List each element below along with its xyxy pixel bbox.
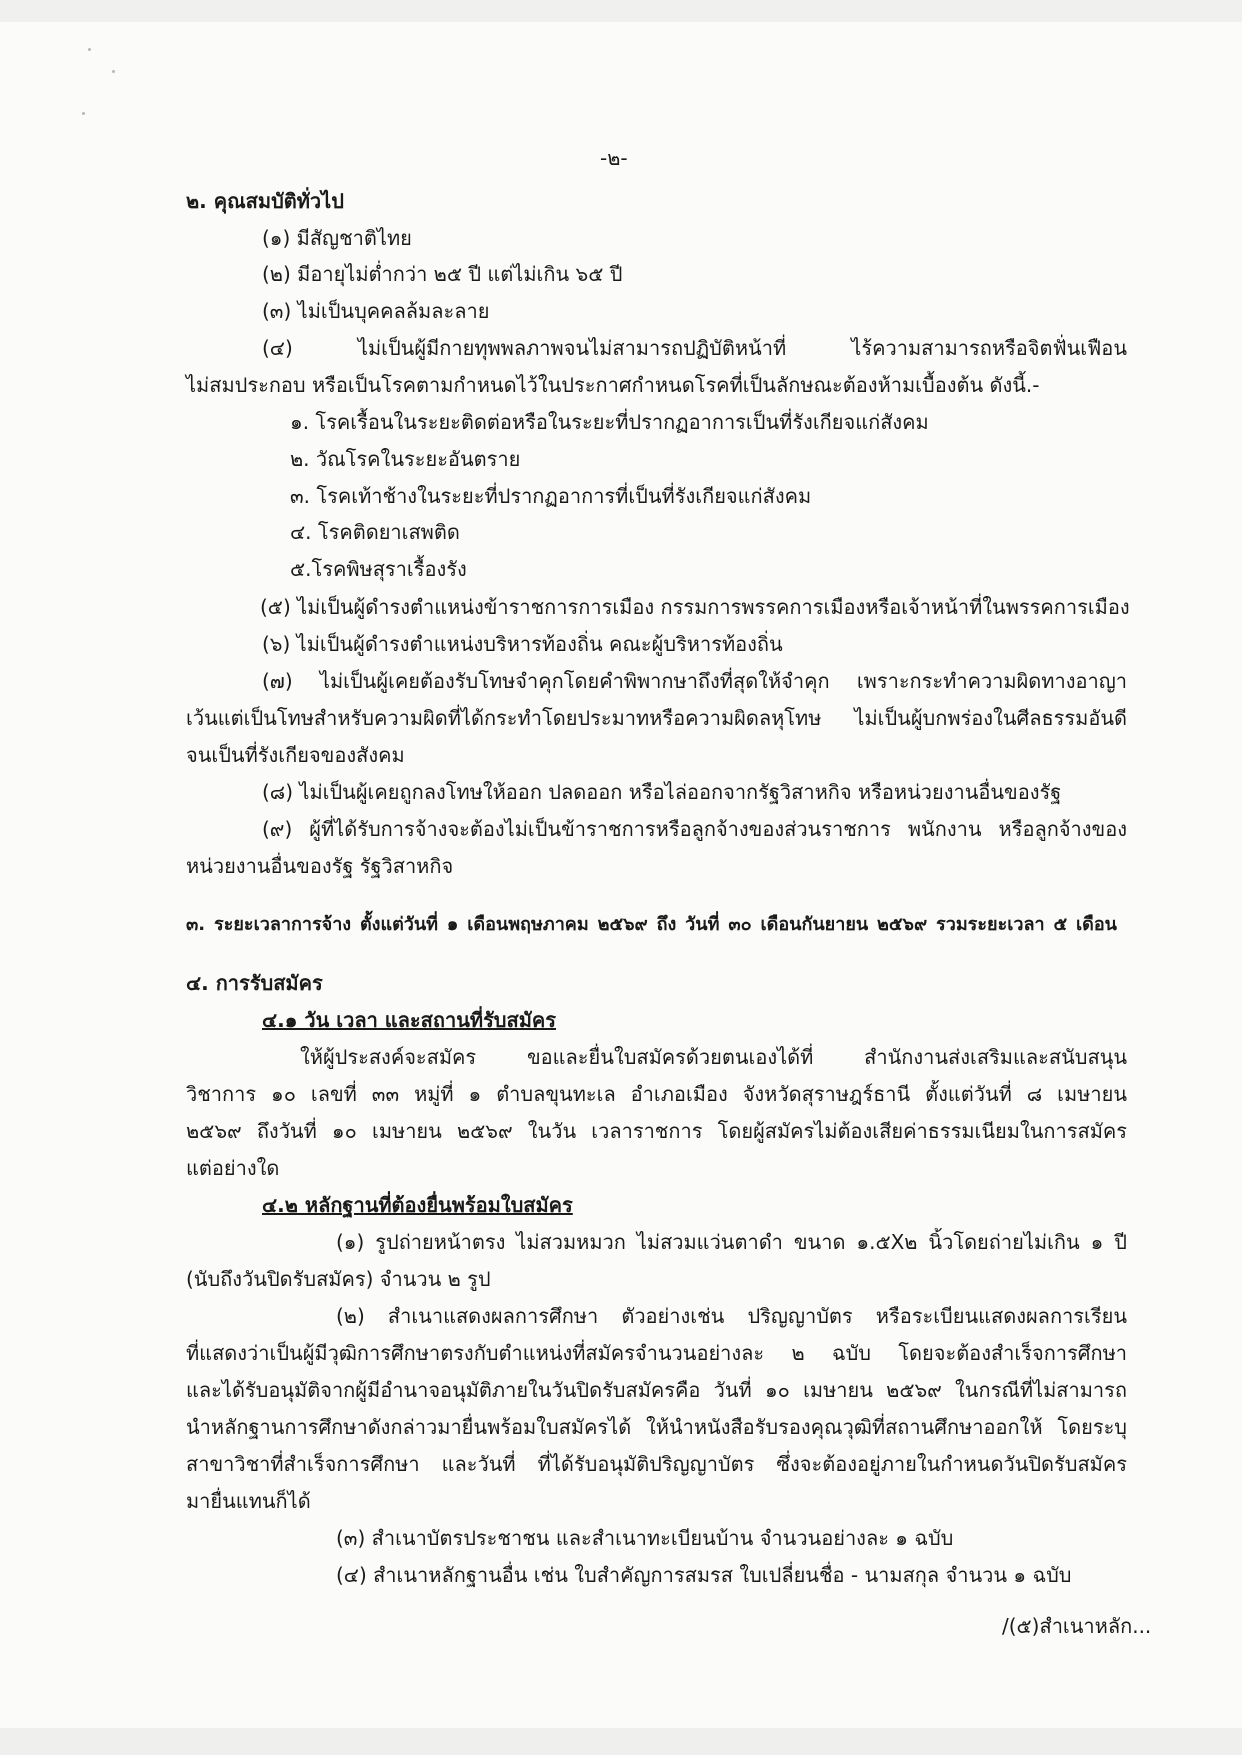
section4-1-heading: ๔.๑ วัน เวลา และสถานที่รับสมัคร bbox=[262, 1008, 557, 1032]
document-2-line6: มายื่นแทนก็ได้ bbox=[186, 1489, 311, 1513]
qualification-4-line1: (๔) ไม่เป็นผู้มีกายทุพพลภาพจนไม่สามารถปฏิบัติหน้าที่ ไร้ความสามารถหรือจิตฟั่นเฟือน bbox=[262, 336, 1127, 360]
section3-employment-period: ๓. ระยะเวลาการจ้าง ตั้งแต่วันที่ ๑ เดือนพฤษภาคม ๒๕๖๙ ถึง วันที่ ๓๐ เดือนกันยายน ๒๕๖๙ รวมระยะเวลา ๕ เดือน bbox=[186, 914, 1117, 935]
qualification-6: (๖) ไม่เป็นผู้ดำรงตำแหน่งบริหารท้องถิ่น คณะผู้บริหารท้องถิ่น bbox=[262, 632, 783, 656]
document-1-line2: (นับถึงวันปิดรับสมัคร) จำนวน ๒ รูป bbox=[186, 1267, 491, 1291]
disease-2: ๒. วัณโรคในระยะอันตราย bbox=[290, 447, 521, 471]
qualification-3: (๓) ไม่เป็นบุคคลล้มละลาย bbox=[262, 299, 490, 323]
disease-5: ๕.โรคพิษสุราเรื้องรัง bbox=[290, 557, 467, 581]
scan-edge-top bbox=[0, 0, 1242, 22]
disease-3: ๓. โรคเท้าช้างในระยะที่ปรากฏอาการที่เป็นที่รังเกียจแก่สังคม bbox=[290, 484, 812, 508]
section4-1-line3: ๒๕๖๙ ถึงวันที่ ๑๐ เมษายน ๒๕๖๙ ในวัน เวลาราชการ โดยผู้สมัครไม่ต้องเสียค่าธรรมเนียมในการสมัคร bbox=[186, 1119, 1127, 1143]
section4-1-line4: แต่อย่างใด bbox=[186, 1156, 280, 1180]
disease-1: ๑. โรคเรื้อนในระยะติดต่อหรือในระยะที่ปรากฏอาการเป็นที่รังเกียจแก่สังคม bbox=[290, 410, 929, 434]
document-2-line3: และได้รับอนุมัติจากผู้มีอำนาจอนุมัติภายในวันปิดรับสมัครคือ วันที่ ๑๐ เมษายน ๒๕๖๙ ในกรณีที่ไม่สามารถ bbox=[186, 1378, 1128, 1402]
section4-heading: ๔. การรับสมัคร bbox=[186, 971, 323, 995]
section4-1-line2: วิชาการ ๑๐ เลขที่ ๓๓ หมู่ที่ ๑ ตำบลขุนทะเล อำเภอเมือง จังหวัดสุราษฎร์ธานี ตั้งแต่วันที่ ๘ เมษายน bbox=[186, 1082, 1127, 1106]
document-2-line1: (๒) สำเนาแสดงผลการศึกษา ตัวอย่างเช่น ปริญญาบัตร หรือระเบียนแสดงผลการเรียน bbox=[336, 1304, 1127, 1328]
qualification-7-line1: (๗) ไม่เป็นผู้เคยต้องรับโทษจำคุกโดยคำพิพากษาถึงที่สุดให้จำคุก เพราะกระทำความผิดทางอาญา bbox=[262, 669, 1127, 693]
document-2-line5: สาขาวิชาที่สำเร็จการศึกษา และวันที่ ที่ได้รับอนุมัติปริญญาบัตร ซึ่งจะต้องอยู่ภายในกำหนดวันปิดรับสมัคร bbox=[186, 1452, 1127, 1476]
section4-1-line1: ให้ผู้ประสงค์จะสมัคร ขอและยื่นใบสมัครด้วยตนเองได้ที่ สำนักงานส่งเสริมและสนับสนุน bbox=[300, 1045, 1127, 1069]
qualification-8: (๘) ไม่เป็นผู้เคยถูกลงโทษให้ออก ปลดออก หรือไล่ออกจากรัฐวิสาหกิจ หรือหน่วยงานอื่นของรัฐ bbox=[262, 780, 1062, 804]
scan-speck bbox=[112, 70, 115, 73]
document-2-line4: นำหลักฐานการศึกษาดังกล่าวมายื่นพร้อมใบสมัครได้ ให้นำหนังสือรับรองคุณวุฒิที่สถานศึกษาออกให้ โดยระบุ bbox=[186, 1415, 1127, 1439]
document-3: (๓) สำเนาบัตรประชาชน และสำเนาทะเบียนบ้าน จำนวนอย่างละ ๑ ฉบับ bbox=[336, 1526, 954, 1550]
page-number: -๒- bbox=[600, 146, 628, 170]
qualification-5: (๕) ไม่เป็นผู้ดำรงตำแหน่งข้าราชการการเมือง กรรมการพรรคการเมืองหรือเจ้าหน้าที่ในพรรคการเมือง bbox=[260, 595, 1130, 619]
scan-speck bbox=[82, 112, 85, 115]
section2-heading: ๒. คุณสมบัติทั่วไป bbox=[186, 189, 344, 213]
continuation-footer: /(๕)สำเนาหลัก... bbox=[1002, 1614, 1152, 1638]
scan-speck bbox=[88, 48, 91, 51]
qualification-9-line2: หน่วยงานอื่นของรัฐ รัฐวิสาหกิจ bbox=[186, 854, 454, 878]
qualification-7-line3: จนเป็นที่รังเกียจของสังคม bbox=[186, 743, 405, 767]
document-1-line1: (๑) รูปถ่ายหน้าตรง ไม่สวมหมวก ไม่สวมแว่นตาดำ ขนาด ๑.๕X๒ นิ้วโดยถ่ายไม่เกิน ๑ ปี bbox=[336, 1230, 1127, 1254]
disease-4: ๔. โรคติดยาเสพติด bbox=[290, 520, 460, 544]
qualification-1: (๑) มีสัญชาติไทย bbox=[262, 226, 412, 250]
qualification-4-line2: ไม่สมประกอบ หรือเป็นโรคตามกำหนดไว้ในประกาศกำหนดโรคที่เป็นลักษณะต้องห้ามเบื้องต้น ดังนี้.- bbox=[186, 373, 1040, 397]
document-2-line2: ที่แสดงว่าเป็นผู้มีวุฒิการศึกษาตรงกับตำแหน่งที่สมัครจำนวนอย่างละ ๒ ฉบับ โดยจะต้องสำเร็จการศึกษา bbox=[186, 1341, 1127, 1365]
qualification-9-line1: (๙) ผู้ที่ได้รับการจ้างจะต้องไม่เป็นข้าราชการหรือลูกจ้างของส่วนราชการ พนักงาน หรือลูกจ้างของ bbox=[262, 817, 1127, 841]
document-4: (๔) สำเนาหลักฐานอื่น เช่น ใบสำคัญการสมรส ใบเปลี่ยนชื่อ - นามสกุล จำนวน ๑ ฉบับ bbox=[336, 1563, 1072, 1587]
scan-edge-bottom bbox=[0, 1728, 1242, 1755]
qualification-2: (๒) มีอายุไม่ต่ำกว่า ๒๕ ปี แต่ไม่เกิน ๖๕ ปี bbox=[262, 262, 623, 286]
section4-2-heading: ๔.๒ หลักฐานที่ต้องยื่นพร้อมใบสมัคร bbox=[262, 1193, 573, 1217]
qualification-7-line2: เว้นแต่เป็นโทษสำหรับความผิดที่ได้กระทำโดยประมาทหรือความผิดลหุโทษ ไม่เป็นผู้บกพร่องในศีลธรรมอันดี bbox=[186, 706, 1127, 730]
